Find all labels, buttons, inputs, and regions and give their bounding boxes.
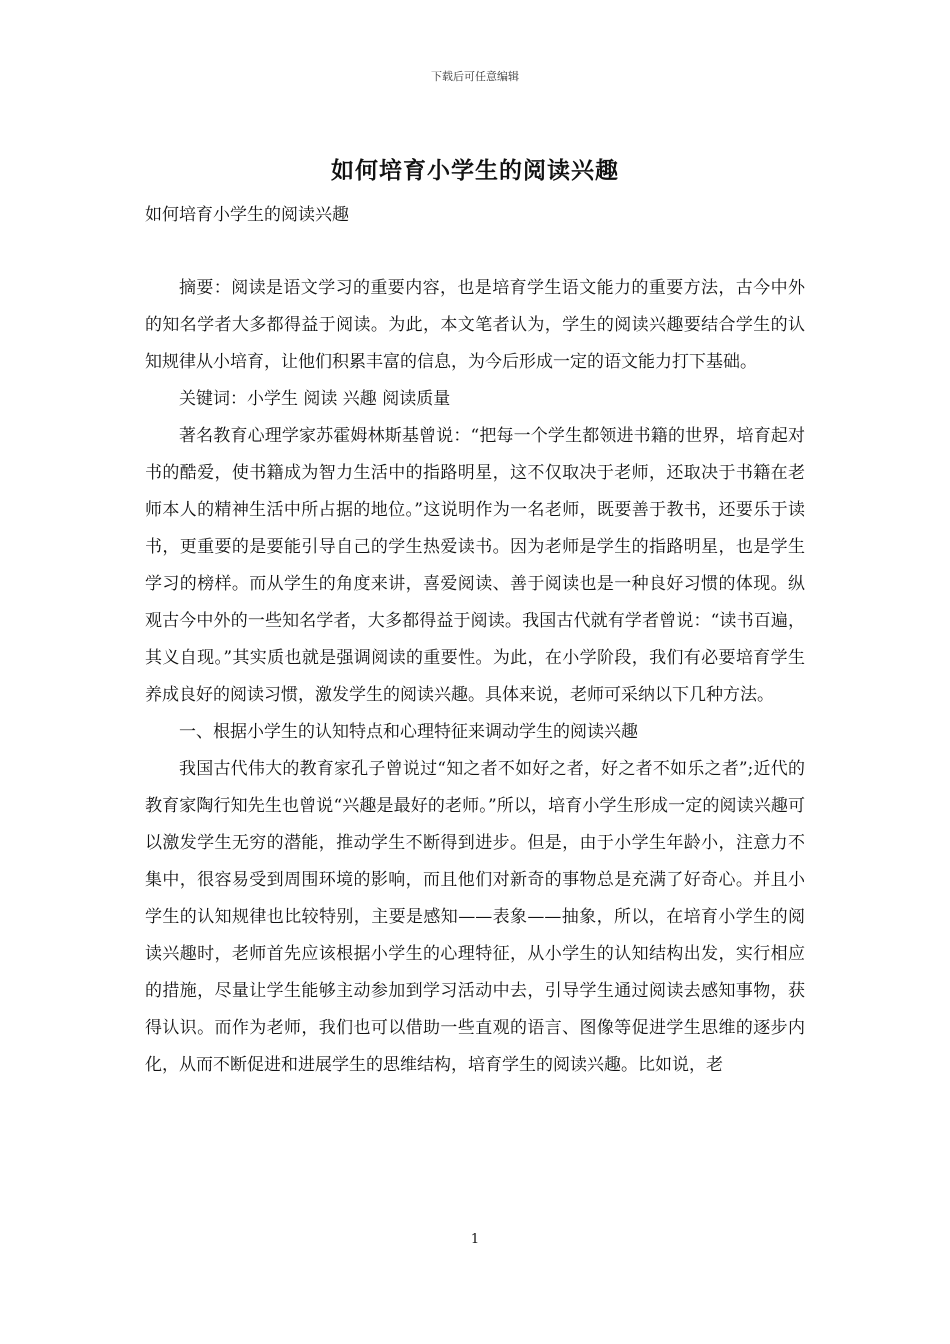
document-title: 如何培育小学生的阅读兴趣 (331, 157, 619, 184)
body-paragraph: 著名教育心理学家苏霍姆林斯基曾说：“把每一个学生都领进书籍的世界，培育起对书的酷爱，使书籍成为智力生活中的指路明星，这不仅取决于老师，还取决于书籍在老师本人的精神生活中所占据的地位。”这说明作为一名老师，既要善于教书，还要乐于读书，更重要的是要能引导自己的学生热爱读书。因为老师是学生的指路明星，也是学生学习的榜样。而从学生的角度来讲，喜爱阅读、善于阅读也是一种良好习惯的体现。纵观古今中外的一些知名学者，大多都得益于阅读。我国古代就有学者曾说：“读书百遍，其义自现。”其实质也就是强调阅读的重要性。为此，在小学阶段，我们有必要培育学生养成良好的阅读习惯，激发学生的阅读兴趣。具体来说，老师可采纳以下几种方法。 (145, 426, 805, 705)
body-paragraph: 我国古代伟大的教育家孔子曾说过“知之者不如好之者，好之者不如乐之者”;近代的教育家陶行知先生也曾说“兴趣是最好的老师。”所以，培育小学生形成一定的阅读兴趣可以激发学生无穷的潜能，推动学生不断得到进步。但是，由于小学生年龄小，注意力不集中，很容易受到周围环境的影响，而且他们对新奇的事物总是充满了好奇心。并且小学生的认知规律也比较特别，主要是感知——表象——抽象，所以，在培育小学生的阅读兴趣时，老师首先应该根据小学生的心理特征，从小学生的认知结构出发，实行相应的措施，尽量让学生能够主动参加到学习活动中去，引导学生通过阅读去感知事物，获得认识。而作为老师，我们也可以借助一些直观的语言、图像等促进学生思维的逐步内化，从而不断促进和进展学生的思维结构，培育学生的阅读兴趣。比如说，老 (145, 759, 805, 1075)
keywords-paragraph: 关键词：小学生 阅读 兴趣 阅读质量 (179, 389, 451, 409)
header-note: 下载后可任意编辑 (431, 70, 519, 83)
page-number: 1 (470, 1232, 480, 1247)
section-heading: 一、根据小学生的认知特点和心理特征来调动学生的阅读兴趣 (179, 722, 638, 742)
abstract-paragraph: 摘要：阅读是语文学习的重要内容，也是培育学生语文能力的重要方法，古今中外的知名学者大多都得益于阅读。为此，本文笔者认为，学生的阅读兴趣要结合学生的认知规律从小培育，让他们积累丰富的信息，为今后形成一定的语文能力打下基础。 (145, 278, 805, 372)
document-body (145, 270, 805, 1084)
document-subtitle: 如何培育小学生的阅读兴趣 (145, 205, 349, 225)
